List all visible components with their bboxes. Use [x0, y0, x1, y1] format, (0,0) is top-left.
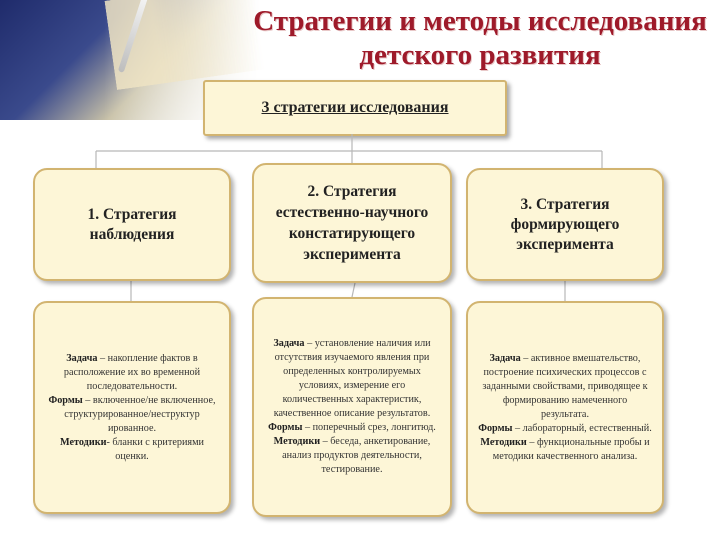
connector-strategy-2-desc	[352, 283, 355, 297]
strategy-1-description	[45, 352, 219, 464]
strategy-3-methods-text: – функциональные пробы и методики качественного анализа.	[492, 436, 650, 462]
strategy-3-heading: 3. Стратегия формирующего эксперимента	[510, 195, 620, 253]
strategy-1-description-box	[33, 301, 231, 514]
strategy-2-heading: 2. Стратегия естественно-научного констатирующего эксперимента	[275, 183, 429, 263]
strategy-2-forms-label: Формы	[268, 422, 303, 433]
strategy-2-forms-text: – поперечный срез, лонгитюд.	[302, 422, 436, 433]
strategy-3-heading-box	[466, 168, 664, 281]
strategy-1-forms-label: Формы	[48, 394, 83, 406]
strategy-2-methods-label: Методики	[273, 436, 321, 447]
root-node-label: 3 стратегии исследования	[261, 99, 449, 116]
strategy-3-forms-text: – лабораторный, естественный.	[512, 422, 652, 434]
strategy-1-methods-label: Методики	[60, 436, 107, 448]
strategy-1-heading-box	[33, 168, 231, 281]
strategy-2-task-label: Задача	[273, 338, 305, 349]
strategy-1-forms-text: – включенное/не включенное, структурированное/неструктур ированное.	[64, 394, 216, 434]
strategy-1-task-text: – накопление фактов в расположение их во временной последовательности.	[63, 352, 201, 392]
page-title: Стратегии и методы исследования детского развития	[253, 5, 707, 71]
strategy-1-heading: 1. Стратегия наблюдения	[87, 205, 177, 243]
strategy-3-task-text: – активное вмешательство, построение психических процессов с заданными свойствами, приводящее к формированию намеченного результата.	[482, 352, 648, 420]
strategy-3-forms-label: Формы	[478, 422, 513, 434]
strategy-3-methods-label: Методики	[480, 436, 527, 448]
strategy-2-methods-text: – беседа, анкетирование, анализ продуктов деятельности, тестирование.	[282, 436, 431, 475]
strategy-3-description	[478, 352, 652, 464]
strategy-2-task-text: – установление наличия или отсутствия изучаемого явления при определенных контролируемых условиях, измерение его количественных характеристик, качественное описание результатов.	[273, 338, 431, 419]
strategy-2-description-box	[252, 297, 452, 517]
strategy-2-description	[264, 337, 440, 477]
strategy-3-task-label: Задача	[489, 352, 521, 364]
strategy-2-heading-box	[252, 163, 452, 283]
strategy-3-description-box	[466, 301, 664, 514]
strategy-1-methods-text: - бланки с критериями оценки.	[106, 436, 204, 462]
strategy-1-task-label: Задача	[66, 352, 98, 364]
